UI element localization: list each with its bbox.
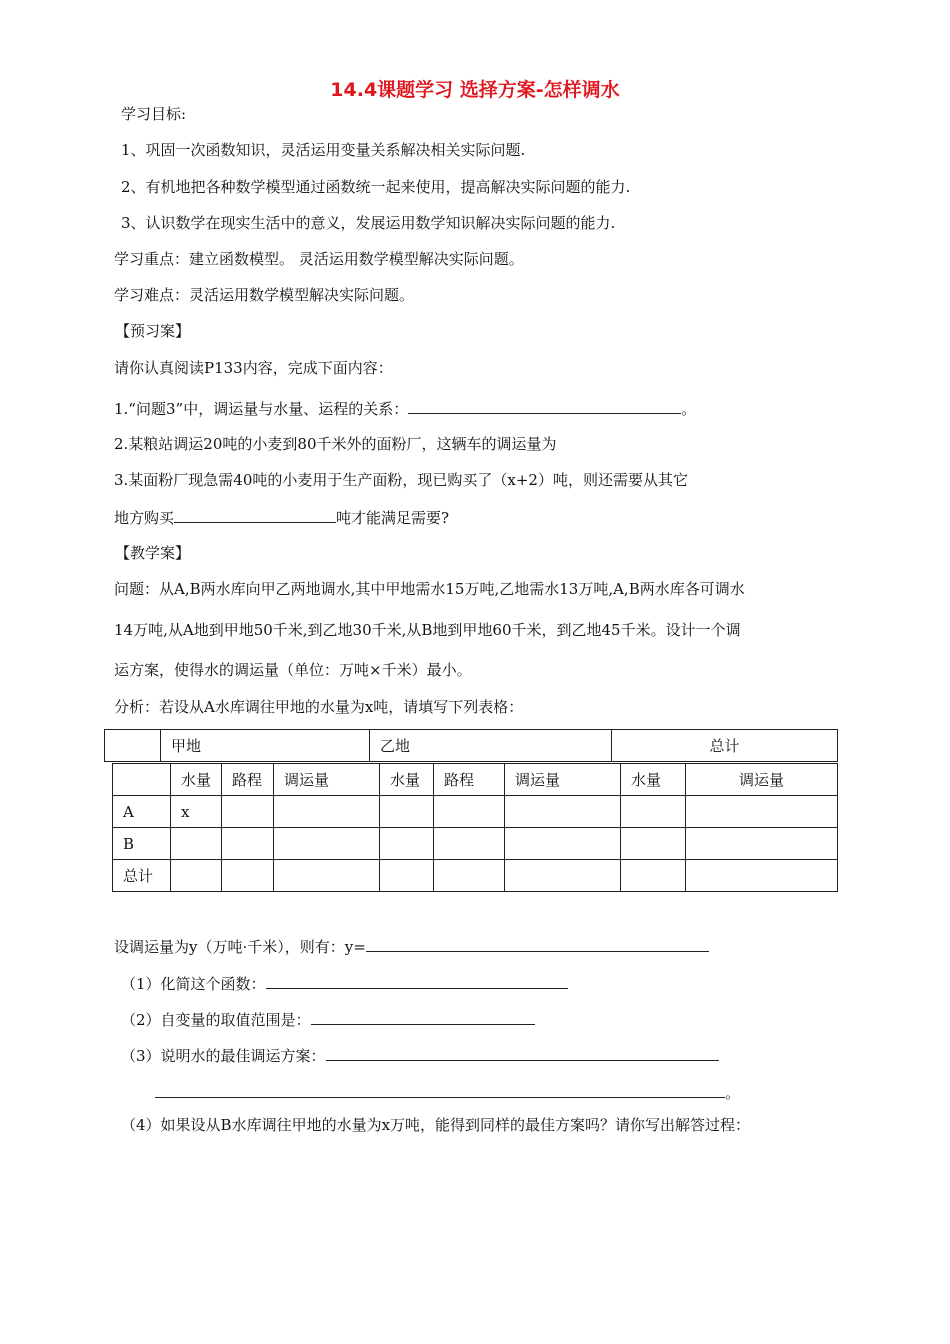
answer-blank[interactable] — [366, 936, 709, 952]
table-cell[interactable] — [380, 796, 434, 828]
table-cell[interactable] — [505, 828, 621, 860]
table-header-cell: 水量 — [380, 764, 434, 796]
question-1 — [114, 398, 696, 419]
teaching-section-heading: 【教学案】 — [115, 544, 191, 562]
table-cell[interactable] — [274, 828, 380, 860]
allocation-table — [112, 763, 838, 892]
problem-line: 运方案，使得水的调运量（单位：万吨×千米）最小。 — [114, 661, 472, 679]
table-corner-cell — [105, 730, 161, 762]
table-cell[interactable] — [171, 828, 222, 860]
table-cell[interactable]: x — [171, 796, 222, 828]
table-cell[interactable] — [274, 860, 380, 892]
answer-blank[interactable] — [311, 1009, 535, 1025]
step-3-continuation — [155, 1082, 740, 1103]
table-cell[interactable] — [621, 828, 686, 860]
table-cell[interactable] — [686, 796, 838, 828]
group-header-total: 总计 — [612, 730, 838, 762]
row-label: 总计 — [113, 860, 171, 892]
table-cell[interactable] — [434, 828, 505, 860]
group-header-jia: 甲地 — [161, 730, 370, 762]
step-3-end: 。 — [725, 1084, 741, 1102]
table-cell[interactable] — [222, 796, 274, 828]
difficulties: 学习难点：灵活运用数学模型解决实际问题。 — [114, 286, 415, 304]
table-header-cell: 调运量 — [505, 764, 621, 796]
question-3-end: 吨才能满足需要? — [336, 509, 450, 527]
table-cell[interactable] — [505, 860, 621, 892]
answer-blank[interactable] — [155, 1082, 725, 1098]
answer-blank[interactable] — [326, 1045, 719, 1061]
question-1-text: 1.“问题3”中，调运量与水量、运程的关系： — [114, 400, 409, 418]
table-cell[interactable] — [222, 828, 274, 860]
preview-intro: 请你认真阅读P133内容，完成下面内容： — [114, 359, 393, 377]
table-header-cell: 水量 — [171, 764, 222, 796]
table-cell[interactable] — [380, 828, 434, 860]
y-definition-text: 设调运量为y（万吨·千米），则有：y= — [114, 938, 366, 956]
answer-blank[interactable] — [174, 507, 336, 523]
table-cell[interactable] — [434, 860, 505, 892]
table-subheader-row — [113, 764, 838, 796]
question-1-end: 。 — [681, 400, 697, 418]
table-header-cell: 路程 — [222, 764, 274, 796]
table-cell[interactable] — [274, 796, 380, 828]
table-cell[interactable] — [686, 828, 838, 860]
answer-blank[interactable] — [408, 398, 681, 414]
table-cell[interactable] — [686, 860, 838, 892]
table-cell[interactable] — [621, 860, 686, 892]
step-3 — [121, 1045, 719, 1066]
objective-item: 3、认识数学在现实生活中的意义，发展运用数学知识解决实际问题的能力. — [121, 214, 616, 232]
table-cell[interactable] — [222, 860, 274, 892]
row-label: A — [113, 796, 171, 828]
table-row — [113, 860, 838, 892]
table-cell[interactable] — [505, 796, 621, 828]
answer-blank[interactable] — [266, 973, 568, 989]
table-header-cell — [113, 764, 171, 796]
group-header-yi: 乙地 — [370, 730, 612, 762]
table-header-cell: 调运量 — [686, 764, 838, 796]
table-header-cell: 路程 — [434, 764, 505, 796]
problem-line: 14万吨,从A地到甲地50千米,到乙地30千米,从B地到甲地60千米，到乙地45千米。设计一个调 — [114, 621, 741, 639]
table-cell[interactable] — [380, 860, 434, 892]
analysis-text: 分析：若设从A水库调往甲地的水量为x吨，请填写下列表格： — [114, 698, 524, 716]
step-3-text: （3）说明水的最佳调运方案： — [121, 1047, 326, 1065]
table-cell[interactable] — [171, 860, 222, 892]
y-definition — [114, 936, 709, 957]
question-3-line-2 — [114, 507, 449, 528]
step-2 — [121, 1009, 535, 1030]
objectives-label: 学习目标: — [121, 105, 187, 123]
table-cell[interactable] — [621, 796, 686, 828]
table-cell[interactable] — [434, 796, 505, 828]
preview-section-heading: 【预习案】 — [115, 322, 191, 340]
problem-line: 问题：从A,B两水库向甲乙两地调水,其中甲地需水15万吨,乙地需水13万吨,A,B两水库各可调水 — [114, 580, 745, 598]
step-1 — [121, 973, 568, 994]
table-row — [113, 828, 838, 860]
question-2: 2.某粮站调运20吨的小麦到80千米外的面粉厂，这辆车的调运量为 — [114, 435, 557, 453]
table-header-cell: 水量 — [621, 764, 686, 796]
step-4: （4）如果设从B水库调往甲地的水量为x万吨，能得到同样的最佳方案吗？请你写出解答过程： — [121, 1116, 751, 1134]
table-header-cell: 调运量 — [274, 764, 380, 796]
objective-item: 1、巩固一次函数知识，灵活运用变量关系解决相关实际问题. — [121, 141, 526, 159]
step-1-text: （1）化简这个函数： — [121, 975, 266, 993]
step-2-text: （2）自变量的取值范围是： — [121, 1011, 311, 1029]
page-title: 14.4课题学习 选择方案-怎样调水 — [330, 79, 620, 101]
question-3-text: 地方购买 — [114, 509, 175, 527]
key-points: 学习重点：建立函数模型。 灵活运用数学模型解决实际问题。 — [114, 250, 524, 268]
table-row — [113, 796, 838, 828]
question-3-line-1: 3.某面粉厂现急需40吨的小麦用于生产面粉，现已购买了（x+2）吨，则还需要从其它 — [114, 471, 688, 489]
objective-item: 2、有机地把各种数学模型通过函数统一起来使用，提高解决实际问题的能力. — [121, 178, 631, 196]
table-group-header — [104, 729, 838, 762]
row-label: B — [113, 828, 171, 860]
